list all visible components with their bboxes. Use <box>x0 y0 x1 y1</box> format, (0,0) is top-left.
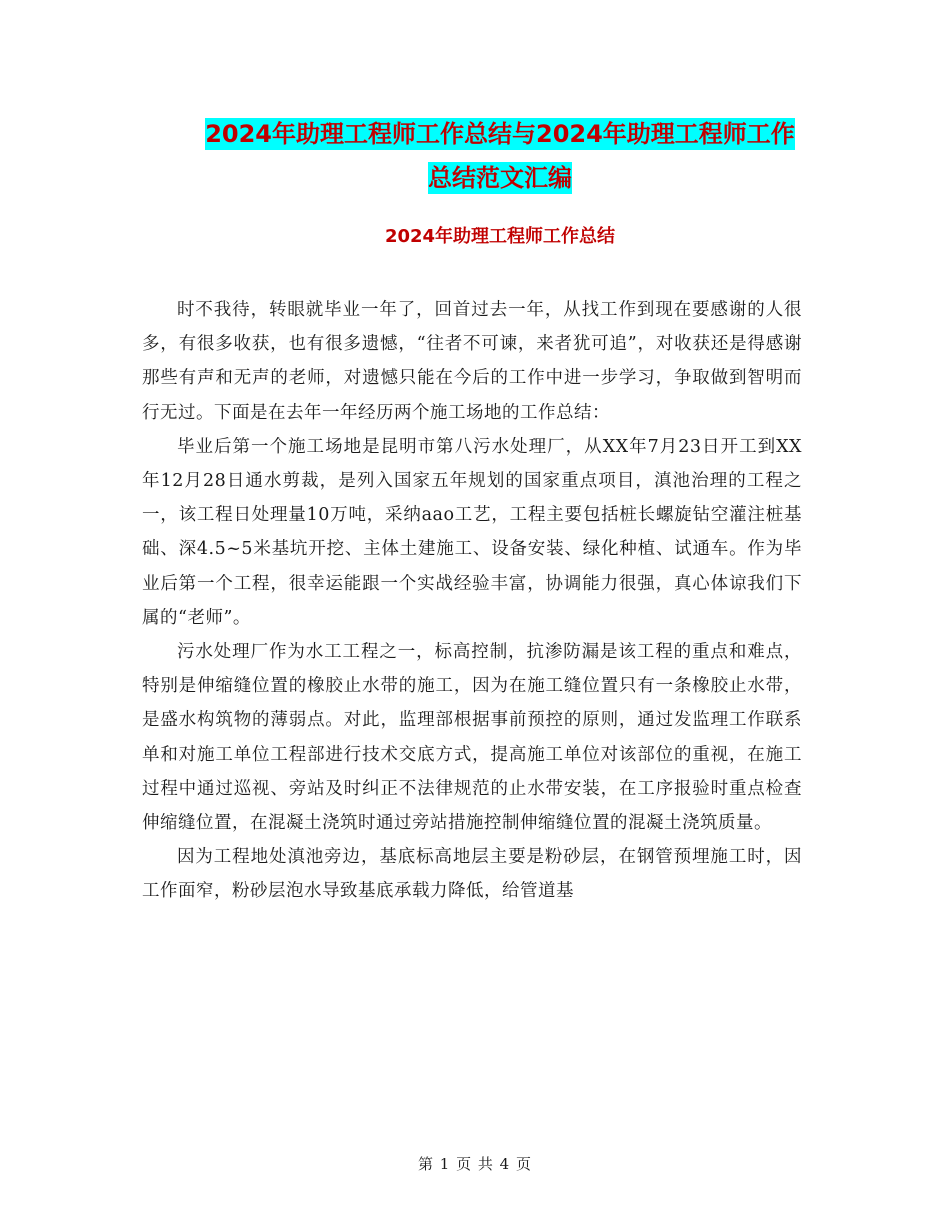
paragraph: 污水处理厂作为水工工程之一，标高控制，抗渗防漏是该工程的重点和难点，特别是伸缩缝位置的橡胶止水带的施工，因为在施工缝位置只有一条橡胶止水带，是盛水构筑物的薄弱点。对此，监理部根据事前预控的原则，通过发监理工作联系单和对施工单位工程部进行技术交底方式，提高施工单位对该部位的重视，在施工过程中通过巡视、旁站及时纠正不法律规范的止水带安装，在工序报验时重点检查伸缩缝位置，在混凝土浇筑时通过旁站措施控制伸缩缝位置的混凝土浇筑质量。 <box>142 642 802 834</box>
paragraph: 时不我待，转眼就毕业一年了，回首过去一年，从找工作到现在要感谢的人很多，有很多收获，也有很多遗憾，“往者不可谏，来者犹可追”，对收获还是得感谢那些有声和无声的老师，对遗憾只能在今后的工作中进一步学习，争取做到智明而行无过。下面是在去年一年经历两个施工场地的工作总结： <box>142 300 802 423</box>
title-line-2: 总结范文汇编 <box>428 164 572 192</box>
paragraph: 毕业后第一个施工场地是昆明市第八污水处理厂，从XX年7月23日开工到XX年12月28日通水剪裁，是列入国家五年规划的国家重点项目，滇池治理的工程之一，该工程日处理量10万吨，采纳aao工艺，工程主要包括桩长螺旋钻空灌注桩基础、深4.5~5米基坑开挖、主体土建施工、设备安装、绿化种植、试通车。作为毕业后第一个工程，很幸运能跟一个实战经验丰富，协调能力很强，真心体谅我们下属的“老师”。 <box>142 436 802 628</box>
paragraph: 因为工程地处滇池旁边，基底标高地层主要是粉砂层，在钢管预埋施工时，因工作面窄，粉砂层泡水导致基底承载力降低，给管道基 <box>142 847 802 902</box>
document-body <box>142 293 802 909</box>
document-title <box>140 112 860 200</box>
page-footer: 第 1 页 共 4 页 <box>418 1155 532 1173</box>
section-title: 2024年助理工程师工作总结 <box>384 226 616 247</box>
title-line-1: 2024年助理工程师工作总结与2024年助理工程师工作 <box>205 120 795 148</box>
